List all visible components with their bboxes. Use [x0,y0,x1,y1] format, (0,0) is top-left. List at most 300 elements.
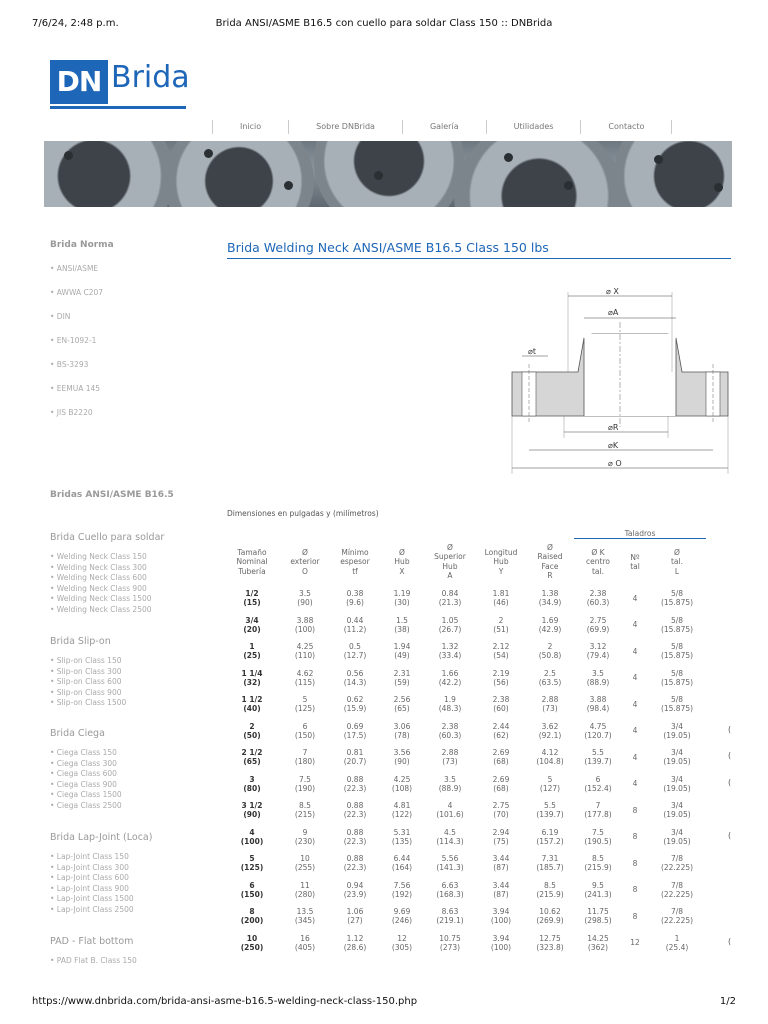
table-cell-value: 9.5 [592,880,604,890]
table-cell-value: (190.5) [584,836,612,846]
column-header-line: L [674,566,680,576]
column-header-line: A [447,571,453,581]
table-cell-value: 1 1/2 [241,695,263,705]
table-cell-value: (90) [394,757,410,767]
table-cell-value: 2.75 [589,615,607,625]
table-cell-value: 1.66 [441,668,459,678]
table-cell-value: 5/8 [670,668,684,678]
table-cell-value: 5.31 [393,827,411,837]
table-cell [526,824,574,851]
sidebar-norma-link[interactable]: • EN-1092-1 [50,336,97,345]
table-cell [380,877,424,904]
table-cell-value: 12 [630,938,640,948]
table-cell-value: 8 [632,805,638,815]
table-cell [380,930,424,957]
sidebar-group-link[interactable]: • Ciega Class 900 [50,779,117,789]
table-cell [424,877,476,904]
column-header [648,539,706,586]
table-cell [526,585,574,612]
table-cell [424,824,476,851]
table-cell-value: 1.19 [393,589,411,599]
table-cell-value: 0.88 [346,827,364,837]
table-cell-value: (25) [243,651,261,661]
table-cell-value: (60.3) [438,730,462,740]
sidebar-group-link[interactable]: • Slip-on Class 600 [50,677,122,687]
table-cell [280,903,330,930]
table-cell [424,771,476,798]
table-cell [380,903,424,930]
table-cell [380,691,424,718]
column-header-line: centro [586,557,610,567]
table-cell-value: 0.88 [346,854,364,864]
table-cell-value: 2.31 [393,668,411,678]
column-header-line: Longitud [484,547,518,557]
table-row [224,903,706,930]
table-cell [330,850,380,877]
table-cell-value: 3/4 [670,774,684,784]
table-cell-value: 8.5 [544,880,556,890]
table-cell [424,638,476,665]
table-cell-value: 2.56 [393,695,411,705]
sidebar-group-link[interactable]: • Lap-Joint Class 900 [50,883,129,893]
table-cell-value: 7.5 [592,827,604,837]
table-cell-value: (22.3) [343,836,367,846]
sidebar-group-link[interactable]: • Lap-Joint Class 300 [50,862,129,872]
table-cell-value: (241.3) [584,889,612,899]
table-cell-value: 2 [547,642,553,652]
sidebar-group-link[interactable]: • Lap-Joint Class 1500 [50,894,134,904]
table-cell-value: (19.05) [663,836,691,846]
sidebar-norma-link[interactable]: • BS-3293 [50,360,89,369]
sidebar-group-link[interactable]: • Welding Neck Class 2500 [50,605,152,614]
table-cell-value: (68) [493,757,509,767]
table-cell-value: (19.05) [663,810,691,820]
table-cell-value: 5 [547,774,553,784]
sidebar-group-title[interactable]: Brida Ciega [50,728,105,739]
table-cell-value: (120.7) [584,730,612,740]
table-cell [424,612,476,639]
table-cell [424,718,476,745]
table-cell [526,850,574,877]
table-cell-value: (22.3) [343,863,367,873]
table-cell-value: (152.4) [584,783,612,793]
table-cell-value: (70) [493,810,509,820]
table-cell-value: (60.3) [586,598,610,608]
table-cell-value: 3/4 [670,721,684,731]
table-cell-value: 5.5 [544,801,556,811]
table-cell-value: (219.1) [436,916,464,926]
table-cell-value: 1.12 [346,933,364,943]
table-cell-value: 6 [249,880,255,890]
table-cell-value: (246) [391,916,413,926]
sidebar-group-link[interactable]: • PAD Flat B. Class 150 [50,956,137,965]
table-cell [224,797,280,824]
table-cell [574,903,622,930]
nav-item-1[interactable]: Sobre DNBrida [288,120,402,134]
table-cell-value: (230) [294,836,316,846]
table-cell [424,903,476,930]
table-cell [476,930,526,957]
table-cell-value: (80) [243,783,261,793]
logo-dn: DN [50,60,108,104]
column-header-line: Ø [674,547,680,557]
table-cell-value: 7.5 [299,774,311,784]
table-cell-value: (20) [243,624,261,634]
table-cell-value: (14.3) [343,677,367,687]
sidebar-group-link[interactable]: • Welding Neck Class 300 [50,562,147,572]
table-cell-value: 4 [632,620,638,630]
table-cell-value: (98.4) [586,704,610,714]
table-cell-value: 3.5 [299,589,311,599]
table-row [224,585,706,612]
table-cell-value: (90) [297,598,313,608]
table-cell-value: (23.9) [343,889,367,899]
table-cell-value: 7/8 [670,854,684,864]
nav-item-2[interactable]: Galería [402,120,486,134]
nav-item-0[interactable]: Inicio [212,120,288,134]
table-cell-value: (100) [240,836,264,846]
table-cell-value: 3 [249,774,255,784]
table-cell-value: (150) [294,730,316,740]
table-cell [224,771,280,798]
sidebar-group-link[interactable]: • Ciega Class 300 [50,758,117,768]
sidebar-norma-link[interactable]: • DIN [50,312,71,321]
table-cell-value: (250) [240,942,264,952]
table-cell-value: 3.12 [589,642,607,652]
table-cell [648,903,706,930]
table-cell [622,824,648,851]
table-cell-value: (25.4) [665,942,689,952]
table-cell-value: 4.75 [589,721,607,731]
table-cell-value: 9 [302,827,308,837]
table-cell [526,718,574,745]
table-cell [622,930,648,957]
table-cell [622,718,648,745]
column-header [574,539,622,586]
table-cell-value: (21.3) [438,598,462,608]
table-cell-value: 3.88 [589,695,607,705]
table-cell [330,718,380,745]
sidebar-norma-link[interactable]: • ANSI/ASME [50,264,99,273]
table-cell-value: (168.3) [436,889,464,899]
table-cell-value: (215.9) [536,889,564,899]
table-cell [574,744,622,771]
table-cell [224,850,280,877]
table-cell-value: 10 [300,854,310,864]
sidebar-group-link[interactable]: • Ciega Class 1500 [50,790,122,800]
table-cell [476,797,526,824]
table-cell [526,797,574,824]
column-header-line: Y [498,566,504,576]
table-cell-value: (215) [294,810,316,820]
table-cell-value: (60) [493,704,509,714]
table-cell-value: 11.75 [587,907,609,917]
sidebar-heading-ansi: Bridas ANSI/ASME B16.5 [50,490,174,500]
sidebar-group-link[interactable]: • Slip-on Class 150 [50,656,122,665]
sidebar-heading-norma: Brida Norma [50,240,114,250]
sidebar-group-link[interactable]: • Lap-Joint Class 600 [50,873,129,883]
table-cell-value: 1.38 [541,589,559,599]
table-cell-value: (100) [490,942,512,952]
table-cell-value: 6.44 [393,854,411,864]
table-cell [476,665,526,692]
table-cell [280,771,330,798]
table-cell [648,691,706,718]
table-cell [648,612,706,639]
table-cell-value: 1/2 [245,589,259,599]
table-cell-value: 8 [632,911,638,921]
table-cell-value: 12 [397,933,407,943]
table-cell-value: 4 [632,726,638,736]
table-cell [526,771,574,798]
table-cell-value: (65) [394,704,410,714]
column-header-line: Tamaño [237,547,267,557]
sidebar-group-link[interactable]: • Slip-on Class 900 [50,687,122,697]
table-cell [330,585,380,612]
table-cell-value: 5.5 [592,748,604,758]
table-cell-value: (139.7) [584,757,612,767]
table-cell-value: 1 [249,642,255,652]
sidebar-group-link[interactable]: • Welding Neck Class 900 [50,583,147,593]
column-header-line: Hub [442,561,458,571]
overflow-paren: ( [728,751,732,760]
table-cell [526,665,574,692]
table-cell-value: 2 1/2 [241,748,263,758]
table-cell-value: (63.5) [538,677,562,687]
column-header-line: tal. [670,557,683,567]
table-cell-value: 1 [674,933,680,943]
table-cell-value: 0.88 [346,774,364,784]
table-cell-value: 4 [632,646,638,656]
table-cell-value: 2 [498,615,504,625]
table-cell [648,824,706,851]
table-cell-value: 6 [595,774,601,784]
column-header-line: Raised [537,552,563,562]
table-cell [648,638,706,665]
table-row [224,797,706,824]
table-cell-value: (88.9) [586,677,610,687]
table-cell [330,903,380,930]
table-cell-value: (405) [294,942,316,952]
table-cell-value: 11 [300,880,310,890]
dim-label-a: ⌀A [608,308,619,317]
table-cell-value: (34.9) [538,598,562,608]
table-cell [526,877,574,904]
table-cell-value: (56) [493,677,509,687]
table-cell-value: (125) [294,704,316,714]
table-cell-value: (362) [587,942,609,952]
table-cell [574,638,622,665]
table-row [224,612,706,639]
table-cell-value: 3/4 [670,801,684,811]
table-cell [380,824,424,851]
table-cell-value: (42.2) [438,677,462,687]
table-cell-value: 3.94 [492,933,510,943]
table-cell-value: 5 [302,695,308,705]
nav-item-4[interactable]: Contacto [580,120,672,134]
logo-brida: Brida [111,60,190,95]
table-cell-value: (192) [391,889,413,899]
table-cell [648,744,706,771]
table-cell-value: 8 [632,858,638,868]
table-cell-value: 4 [632,593,638,603]
table-cell-value: 2.94 [492,827,510,837]
table-cell-value: (150) [240,889,264,899]
sidebar-group-link[interactable]: • Ciega Class 2500 [50,801,122,810]
table-cell-value: 2.88 [441,748,459,758]
table-cell [574,691,622,718]
table-row [224,638,706,665]
sidebar-group-title[interactable]: Brida Cuello para soldar [50,532,165,543]
table-cell [574,718,622,745]
table-cell [574,665,622,692]
flanges-banner [44,141,732,207]
table-cell [574,612,622,639]
table-cell-value: (19.05) [663,730,691,740]
table-cell-value: 7.56 [393,880,411,890]
sidebar-group-link[interactable]: • Lap-Joint Class 2500 [50,905,134,914]
table-cell [330,930,380,957]
taladros-header: Taladros [624,528,656,538]
column-header-line: Ø [302,547,308,557]
table-cell [280,638,330,665]
table-cell [224,665,280,692]
site-logo[interactable] [50,60,190,104]
table-cell-value: 0.84 [441,589,459,599]
table-cell-value: (54) [493,651,509,661]
column-header-line: Ø [447,542,453,552]
table-cell [526,638,574,665]
table-cell [280,691,330,718]
table-cell-value: 3.44 [492,880,510,890]
sidebar-group-title[interactable]: Brida Lap-Joint (Loca) [50,832,153,843]
column-header-line: tal [630,562,640,571]
table-cell [330,665,380,692]
table-cell-value: 10.75 [439,933,461,943]
table-cell-value: 0.38 [346,589,364,599]
table-cell-value: (305) [391,942,413,952]
table-row [224,877,706,904]
table-row [224,718,706,745]
sidebar-group-link[interactable]: • Welding Neck Class 1500 [50,594,152,604]
table-cell [574,824,622,851]
sidebar-group-link[interactable]: • Lap-Joint Class 150 [50,852,129,861]
table-cell-value: (48.3) [438,704,462,714]
table-cell [526,744,574,771]
sidebar-group-link[interactable]: • Ciega Class 150 [50,748,117,757]
table-cell [476,691,526,718]
table-cell-value: (49) [394,651,410,661]
sidebar-norma-link[interactable]: • JIS B2220 [50,408,93,417]
table-cell-value: 0.81 [346,748,364,758]
table-cell [574,930,622,957]
sidebar-norma-link[interactable]: • EEMUA 145 [50,384,101,393]
table-cell-value: 5/8 [670,589,684,599]
table-cell-value: (15.875) [660,704,694,714]
table-cell-value: (90) [243,810,261,820]
table-cell-value: (19.05) [663,783,691,793]
table-cell-value: 4.25 [393,774,411,784]
column-header-line: Face [541,561,559,571]
sidebar-group-link[interactable]: • Slip-on Class 300 [50,666,122,676]
table-cell [622,612,648,639]
table-cell-value: (51) [493,624,509,634]
print-title: Brida ANSI/ASME B16.5 con cuello para soldar Class 150 :: DNBrida [215,18,553,29]
column-header [280,539,330,586]
column-header-line: exterior [290,557,320,566]
table-cell [622,903,648,930]
sidebar-group-link[interactable]: • Welding Neck Class 150 [50,552,147,561]
table-cell-value: 5/8 [670,695,684,705]
table-cell-value: (15) [243,598,261,608]
table-cell-value: (22.3) [343,783,367,793]
table-cell [424,744,476,771]
table-cell-value: (127) [539,783,561,793]
dim-label-t: ⌀t [528,347,536,356]
table-cell [224,691,280,718]
table-cell-value: (100) [294,624,316,634]
sidebar-norma-link[interactable]: • AWWA C207 [50,288,104,297]
table-cell-value: 2.44 [492,721,510,731]
table-cell [380,585,424,612]
table-cell-value: (345) [294,916,316,926]
column-header-line: R [547,571,553,581]
column-header-line: O [302,566,308,576]
table-cell [280,930,330,957]
table-cell-value: 7 [595,801,601,811]
table-cell-value: 0.94 [346,880,364,890]
table-cell [648,585,706,612]
column-header-line: Superior [434,552,466,562]
column-header-line: Ø [547,542,553,552]
sidebar-group-link[interactable]: • Ciega Class 600 [50,769,117,779]
table-cell [380,771,424,798]
table-cell-value: 5/8 [670,642,684,652]
table-cell-value: 7/8 [670,907,684,917]
table-cell-value: 0.44 [346,615,364,625]
table-row [224,771,706,798]
table-cell-value: (298.5) [584,916,612,926]
column-header [224,539,280,586]
table-cell [526,930,574,957]
table-cell [224,930,280,957]
table-cell-value: (9.6) [346,598,364,608]
table-cell [330,638,380,665]
table-cell-value: 0.69 [346,721,364,731]
nav-item-3[interactable]: Utilidades [486,120,581,134]
table-cell-value: 1 1/4 [241,668,263,678]
table-cell [330,797,380,824]
table-row [224,824,706,851]
table-cell-value: 1.05 [441,615,459,625]
table-cell-value: 2.38 [492,695,510,705]
table-cell-value: 4.25 [296,642,314,652]
table-cell-value: (46) [493,598,509,608]
table-cell-value: 0.56 [346,668,364,678]
table-cell [424,585,476,612]
table-cell [280,797,330,824]
table-cell-value: 4.5 [444,827,456,837]
sidebar-group-title[interactable]: PAD - Flat bottom [50,936,134,947]
table-cell-value: (30) [394,598,410,608]
sidebar-group-link[interactable]: • Slip-on Class 1500 [50,698,127,708]
table-cell-value: (139.7) [536,810,564,820]
table-cell [622,877,648,904]
table-cell [380,718,424,745]
sidebar-group-link[interactable]: • Welding Neck Class 600 [50,573,147,583]
table-cell-value: (110) [294,651,316,661]
sidebar-group-title[interactable]: Brida Slip-on [50,636,111,647]
